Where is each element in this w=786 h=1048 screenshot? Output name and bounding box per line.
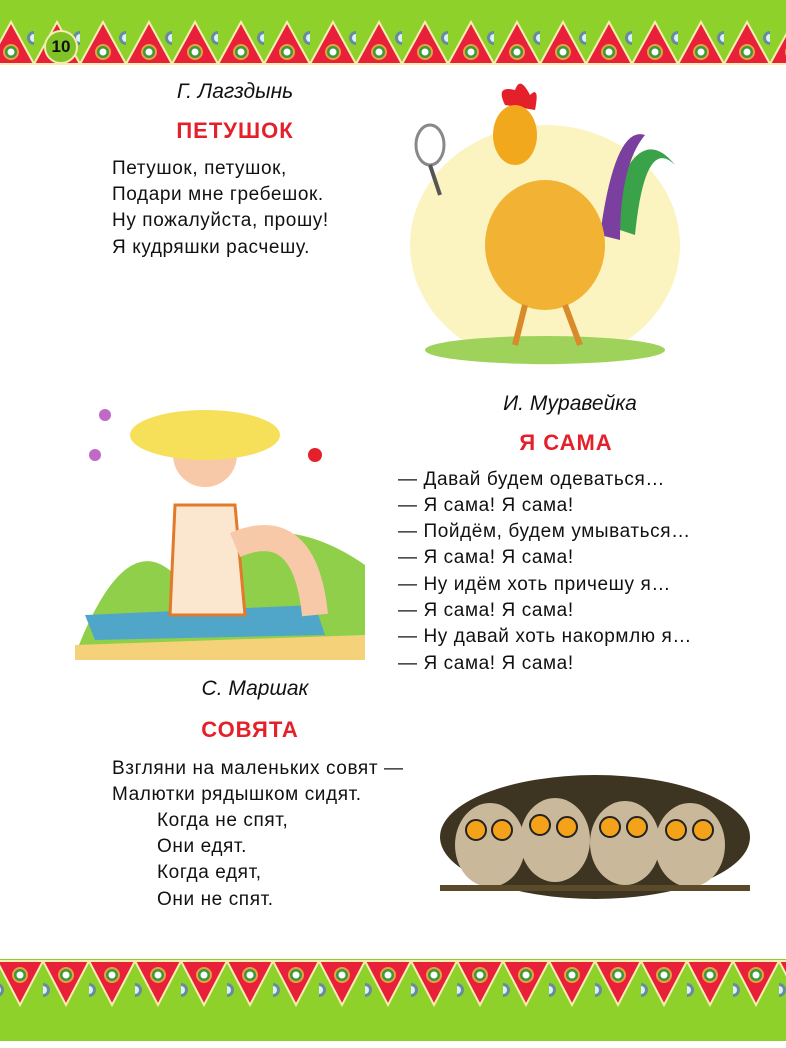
top-ornament-border	[0, 0, 786, 70]
poem-line: Они не спят.	[157, 889, 274, 910]
poem-author: С. Маршак	[201, 677, 309, 700]
poem-line: — Я сама! Я сама!	[398, 547, 574, 568]
poem-title: СОВЯТА	[201, 717, 299, 742]
girl-illustration	[65, 375, 385, 665]
poem-title: Я САМА	[519, 430, 613, 455]
poem-line: Когда едят,	[157, 862, 262, 883]
rooster-illustration	[405, 75, 685, 370]
poem-line: — Пойдём, будем умываться…	[398, 521, 691, 542]
poem-line: Ну пожалуйста, прошу!	[112, 210, 329, 231]
poem-line: Я кудряшки расчешу.	[112, 237, 310, 258]
poem-line: Подари мне гребешок.	[112, 184, 324, 205]
poem-line: — Я сама! Я сама!	[398, 653, 574, 674]
poem-line: Они едят.	[157, 836, 247, 857]
poem-line: Когда не спят,	[157, 810, 289, 831]
poem-author: И. Муравейка	[503, 392, 637, 415]
poem-line: — Давай будем одеваться…	[398, 469, 666, 490]
poem-line: — Ну идём хоть причешу я…	[398, 574, 671, 595]
poem-title: ПЕТУШОК	[176, 118, 294, 143]
poem-line: — Ну давай хоть накормлю я…	[398, 626, 692, 647]
bottom-ornament-border	[0, 955, 786, 1043]
poem-line: Петушок, петушок,	[112, 158, 287, 179]
poem-line: Взгляни на маленьких совят —	[112, 758, 404, 779]
poem-author: Г. Лагздынь	[176, 80, 294, 103]
poem-line: — Я сама! Я сама!	[398, 495, 574, 516]
poem-line: — Я сама! Я сама!	[398, 600, 574, 621]
poem-line: Малютки рядышком сидят.	[112, 784, 362, 805]
owls-illustration	[440, 775, 750, 900]
page-number: 10	[44, 30, 78, 64]
